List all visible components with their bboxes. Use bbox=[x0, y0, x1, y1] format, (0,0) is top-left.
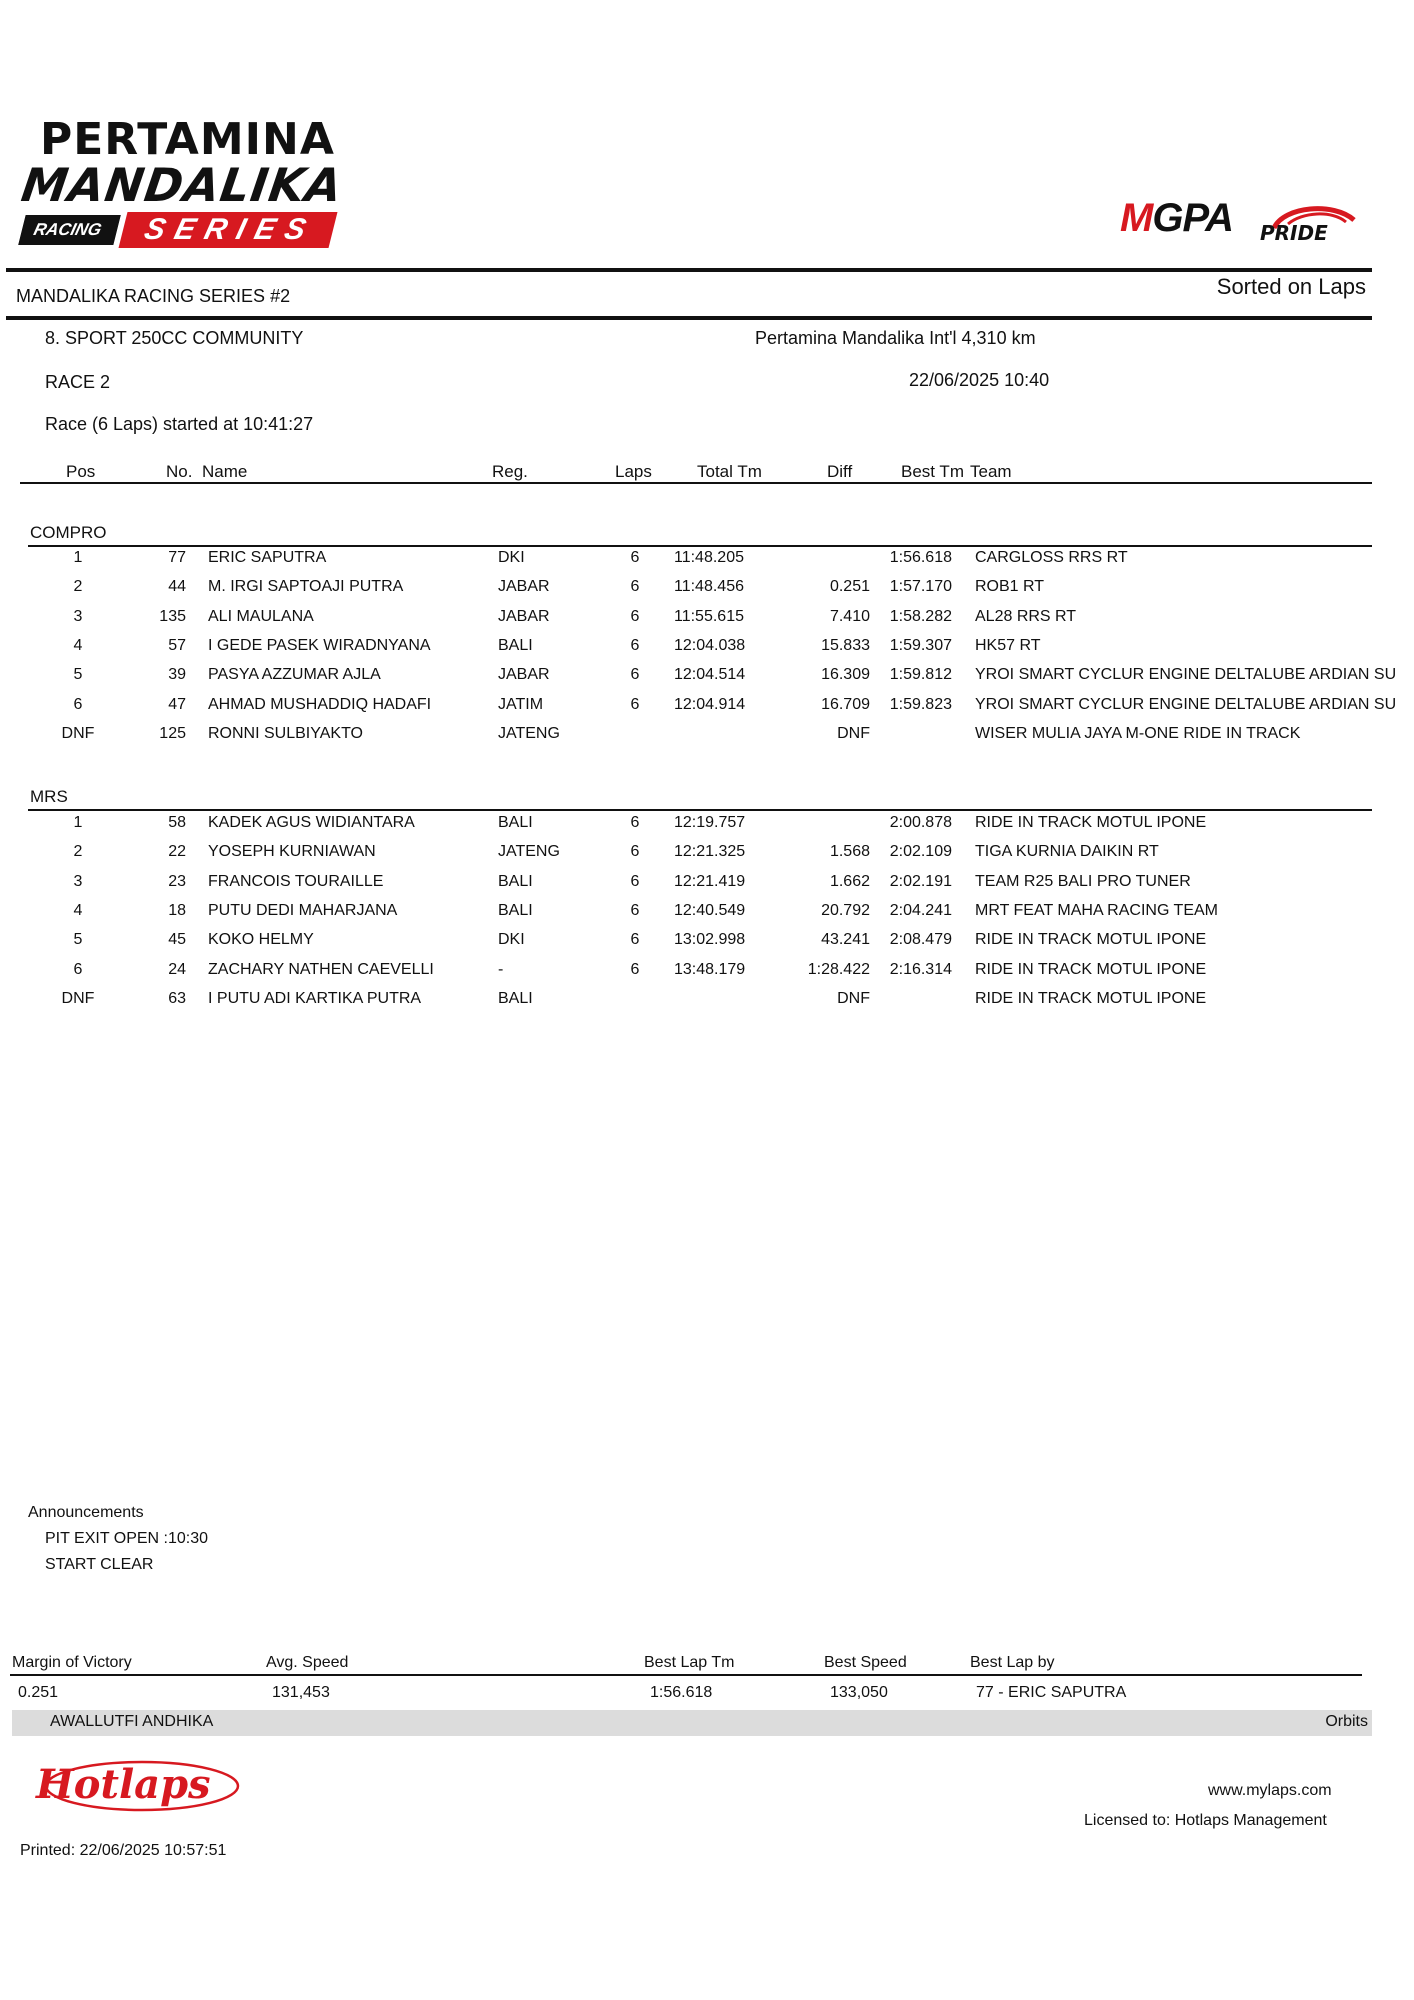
result-cell-name: PASYA AZZUMAR AJLA bbox=[208, 666, 381, 684]
result-cell-diff: 16.309 bbox=[821, 666, 870, 684]
result-cell-total: 12:04.514 bbox=[674, 666, 746, 684]
result-cell-reg: - bbox=[498, 960, 504, 978]
result-cell-pos: 1 bbox=[73, 549, 83, 566]
license-info: Licensed to: Hotlaps Management bbox=[1084, 1812, 1327, 1829]
result-cell-no: 44 bbox=[168, 578, 186, 596]
result-cell-reg: JATENG bbox=[498, 724, 560, 742]
result-cell-best: 2:04.241 bbox=[889, 901, 952, 919]
result-cell-reg: BALI bbox=[498, 901, 533, 919]
summary-value-avg-speed: 131,453 bbox=[272, 1684, 330, 1701]
result-cell-reg: BALI bbox=[498, 636, 533, 654]
circuit-name: Pertamina Mandalika Int'l 4,310 km bbox=[755, 328, 1036, 348]
result-cell-no: 77 bbox=[168, 549, 186, 566]
summary-value-best-lap-by: 77 - ERIC SAPUTRA bbox=[976, 1684, 1127, 1701]
result-cell-reg: JABAR bbox=[498, 666, 550, 684]
summary-value-margin: 0.251 bbox=[18, 1684, 59, 1701]
mgpa-logo: MGPA bbox=[1120, 196, 1234, 240]
result-cell-diff: 1.662 bbox=[829, 872, 870, 890]
result-cell-best: 1:57.170 bbox=[889, 578, 952, 596]
summary-label-margin: Margin of Victory bbox=[12, 1654, 132, 1671]
result-cell-pos: 4 bbox=[73, 636, 83, 654]
result-cell-laps: 6 bbox=[630, 960, 640, 978]
result-cell-total: 12:19.757 bbox=[674, 814, 746, 831]
official-name: AWALLUTFI ANDHIKA bbox=[50, 1713, 214, 1730]
result-cell-team: HK57 RT bbox=[975, 636, 1041, 654]
result-cell-diff: 20.792 bbox=[821, 901, 870, 919]
result-cell-name: FRANCOIS TOURAILLE bbox=[208, 872, 384, 890]
result-cell-reg: BALI bbox=[498, 989, 533, 1007]
result-cell-laps: 6 bbox=[630, 901, 640, 919]
result-cell-reg: DKI bbox=[498, 931, 525, 949]
result-cell-team: ROB1 RT bbox=[975, 578, 1045, 596]
result-cell-name: ERIC SAPUTRA bbox=[208, 549, 327, 566]
result-cell-name: AHMAD MUSHADDIQ HADAFI bbox=[208, 695, 432, 713]
top-rule bbox=[6, 268, 1372, 272]
result-cell-diff: DNF bbox=[837, 989, 870, 1007]
logo-line-mandalika: MANDALIKA bbox=[18, 158, 347, 212]
result-cell-best: 1:56.618 bbox=[889, 549, 952, 566]
result-cell-best: 1:58.282 bbox=[889, 607, 952, 625]
result-cell-no: 23 bbox=[168, 872, 186, 890]
result-cell-diff: 16.709 bbox=[821, 695, 870, 713]
group-label-compro: COMPRO bbox=[30, 523, 107, 542]
race-start-info: Race (6 Laps) started at 10:41:27 bbox=[45, 414, 314, 434]
result-cell-best: 2:02.109 bbox=[889, 843, 952, 861]
result-cell-name: I GEDE PASEK WIRADNYANA bbox=[208, 636, 431, 654]
result-cell-team: CARGLOSS RRS RT bbox=[975, 549, 1128, 566]
col-reg: Reg. bbox=[492, 462, 528, 481]
event-title: MANDALIKA RACING SERIES #2 bbox=[16, 286, 291, 306]
result-cell-laps: 6 bbox=[630, 695, 640, 713]
summary-label-avg-speed: Avg. Speed bbox=[266, 1654, 349, 1671]
result-cell-name: ZACHARY NATHEN CAEVELLI bbox=[208, 960, 434, 978]
result-cell-name: M. IRGI SAPTOAJI PUTRA bbox=[208, 578, 404, 596]
result-cell-laps: 6 bbox=[630, 931, 640, 949]
result-cell-reg: DKI bbox=[498, 549, 525, 566]
result-cell-best: 1:59.823 bbox=[889, 695, 952, 713]
result-cell-no: 24 bbox=[168, 960, 186, 978]
result-cell-no: 45 bbox=[168, 931, 186, 949]
result-cell-total: 12:21.325 bbox=[674, 843, 746, 861]
result-cell-diff: 0.251 bbox=[829, 578, 870, 596]
result-cell-best: 1:59.812 bbox=[889, 666, 952, 684]
race-datetime: 22/06/2025 10:40 bbox=[909, 370, 1050, 390]
result-cell-laps: 6 bbox=[630, 549, 640, 566]
result-cell-pos: 3 bbox=[73, 872, 83, 890]
summary-value-best-speed: 133,050 bbox=[830, 1684, 888, 1701]
result-cell-best: 2:00.878 bbox=[889, 814, 952, 831]
col-name: Name bbox=[202, 462, 248, 481]
result-cell-reg: BALI bbox=[498, 872, 533, 890]
logo-racing-tag: RACING bbox=[18, 215, 121, 245]
printed-timestamp: Printed: 22/06/2025 10:57:51 bbox=[20, 1842, 227, 1859]
pertamina-mandalika-logo bbox=[18, 114, 382, 248]
result-cell-name: RONNI SULBIYAKTO bbox=[208, 724, 363, 742]
result-cell-diff: 1.568 bbox=[829, 843, 870, 861]
result-cell-pos: DNF bbox=[61, 724, 95, 742]
result-cell-team: RIDE IN TRACK MOTUL IPONE bbox=[975, 989, 1207, 1007]
result-cell-pos: 1 bbox=[73, 814, 83, 831]
result-cell-laps: 6 bbox=[630, 636, 640, 654]
col-best: Best Tm bbox=[901, 462, 964, 481]
result-cell-best: 2:08.479 bbox=[889, 931, 952, 949]
result-cell-team: AL28 RRS RT bbox=[975, 607, 1077, 625]
result-cell-no: 22 bbox=[168, 843, 186, 861]
result-cell-pos: 4 bbox=[73, 901, 83, 919]
result-cell-pos: DNF bbox=[61, 989, 95, 1007]
result-cell-no: 63 bbox=[168, 989, 186, 1007]
result-cell-total: 13:48.179 bbox=[674, 960, 746, 978]
result-cell-reg: JABAR bbox=[498, 578, 550, 596]
summary-label-best-speed: Best Speed bbox=[824, 1654, 907, 1671]
announcements-title: Announcements bbox=[28, 1504, 144, 1521]
result-cell-pos: 2 bbox=[73, 843, 83, 861]
result-cell-reg: BALI bbox=[498, 814, 533, 831]
result-cell-team: MRT FEAT MAHA RACING TEAM bbox=[975, 901, 1218, 919]
result-cell-name: KADEK AGUS WIDIANTARA bbox=[208, 814, 415, 831]
result-cell-team: YROI SMART CYCLUR ENGINE DELTALUBE ARDIAN SU bbox=[975, 666, 1397, 684]
result-cell-total: 12:21.419 bbox=[674, 872, 746, 890]
result-cell-team: TEAM R25 BALI PRO TUNER bbox=[975, 872, 1191, 890]
group-label-mrs: MRS bbox=[30, 787, 68, 806]
announcement-item: PIT EXIT OPEN :10:30 bbox=[45, 1530, 209, 1547]
result-cell-team: TIGA KURNIA DAIKIN RT bbox=[975, 843, 1159, 861]
header-rule bbox=[6, 316, 1372, 320]
result-cell-laps: 6 bbox=[630, 607, 640, 625]
col-diff: Diff bbox=[827, 462, 853, 481]
result-cell-no: 57 bbox=[168, 636, 186, 654]
result-cell-no: 39 bbox=[168, 666, 186, 684]
group-rule-mrs bbox=[28, 809, 1372, 811]
software-label: Orbits bbox=[1325, 1713, 1368, 1730]
result-cell-total: 11:48.456 bbox=[674, 578, 744, 596]
result-cell-reg: JABAR bbox=[498, 607, 550, 625]
result-cell-name: ALI MAULANA bbox=[208, 607, 314, 625]
result-cell-total: 13:02.998 bbox=[674, 931, 746, 949]
result-cell-reg: JATENG bbox=[498, 843, 560, 861]
result-cell-total: 11:55.615 bbox=[674, 607, 744, 625]
announcement-item: START CLEAR bbox=[45, 1556, 154, 1573]
result-cell-total: 12:04.038 bbox=[674, 636, 746, 654]
logo-series-tag: SERIES bbox=[119, 212, 338, 248]
result-cell-team: WISER MULIA JAYA M-ONE RIDE IN TRACK bbox=[975, 724, 1301, 742]
result-cell-laps: 6 bbox=[630, 843, 640, 861]
col-no: No. bbox=[166, 462, 193, 481]
logo-line-pertamina: PERTAMINA bbox=[40, 114, 335, 165]
result-cell-no: 125 bbox=[159, 724, 186, 742]
summary-label-best-lap-by: Best Lap by bbox=[970, 1654, 1055, 1671]
result-cell-diff: 43.241 bbox=[821, 931, 870, 949]
class-title: 8. SPORT 250CC COMMUNITY bbox=[45, 328, 304, 348]
result-cell-laps: 6 bbox=[630, 814, 640, 831]
result-cell-total: 11:48.205 bbox=[674, 549, 744, 566]
result-cell-no: 58 bbox=[168, 814, 186, 831]
result-cell-pos: 5 bbox=[73, 931, 83, 949]
result-cell-best: 2:02.191 bbox=[889, 872, 952, 890]
race-label: RACE 2 bbox=[45, 372, 111, 392]
result-cell-no: 135 bbox=[159, 607, 186, 625]
sort-label: Sorted on Laps bbox=[1216, 274, 1366, 299]
result-cell-laps: 6 bbox=[630, 872, 640, 890]
col-laps: Laps bbox=[615, 462, 652, 481]
result-cell-laps: 6 bbox=[630, 666, 640, 684]
result-cell-pos: 5 bbox=[73, 666, 83, 684]
hotlaps-logo bbox=[32, 1750, 242, 1820]
result-cell-pos: 6 bbox=[73, 960, 83, 978]
logo-line-racing-series bbox=[22, 212, 382, 248]
result-cell-team: RIDE IN TRACK MOTUL IPONE bbox=[975, 931, 1207, 949]
result-cell-best: 2:16.314 bbox=[889, 960, 952, 978]
result-cell-pos: 6 bbox=[73, 695, 83, 713]
col-total: Total Tm bbox=[697, 462, 762, 481]
result-cell-diff: 1:28.422 bbox=[807, 960, 870, 978]
result-cell-team: YROI SMART CYCLUR ENGINE DELTALUBE ARDIAN SU bbox=[975, 695, 1397, 713]
pride-logo bbox=[1254, 200, 1362, 244]
result-cell-no: 47 bbox=[168, 695, 186, 713]
result-cell-laps: 6 bbox=[630, 578, 640, 596]
result-cell-team: RIDE IN TRACK MOTUL IPONE bbox=[975, 814, 1207, 831]
result-cell-diff: 7.410 bbox=[829, 607, 870, 625]
officials-bar bbox=[12, 1710, 1372, 1736]
result-cell-total: 12:04.914 bbox=[674, 695, 746, 713]
website-link[interactable]: www.mylaps.com bbox=[1208, 1782, 1332, 1799]
column-header-rule bbox=[20, 482, 1372, 484]
result-cell-diff: 15.833 bbox=[821, 636, 870, 654]
svg-text:PRIDE: PRIDE bbox=[1260, 221, 1328, 244]
result-cell-diff: DNF bbox=[837, 724, 870, 742]
result-cell-reg: JATIM bbox=[498, 695, 544, 713]
result-cell-total: 12:40.549 bbox=[674, 901, 746, 919]
summary-label-best-lap-tm: Best Lap Tm bbox=[644, 1654, 735, 1671]
group-rule-compro bbox=[28, 545, 1372, 547]
result-cell-no: 18 bbox=[168, 901, 186, 919]
svg-text:Hotlaps: Hotlaps bbox=[36, 1761, 211, 1808]
result-cell-best: 1:59.307 bbox=[889, 636, 952, 654]
result-cell-name: I PUTU ADI KARTIKA PUTRA bbox=[208, 989, 422, 1007]
result-cell-pos: 3 bbox=[73, 607, 83, 625]
result-cell-name: YOSEPH KURNIAWAN bbox=[208, 843, 376, 861]
result-cell-team: RIDE IN TRACK MOTUL IPONE bbox=[975, 960, 1207, 978]
summary-value-best-lap-tm: 1:56.618 bbox=[650, 1684, 713, 1701]
result-cell-name: PUTU DEDI MAHARJANA bbox=[208, 901, 398, 919]
summary-rule bbox=[10, 1674, 1362, 1676]
col-team: Team bbox=[970, 462, 1012, 481]
result-cell-name: KOKO HELMY bbox=[208, 931, 314, 949]
col-pos: Pos bbox=[66, 462, 96, 481]
result-cell-pos: 2 bbox=[73, 578, 83, 596]
